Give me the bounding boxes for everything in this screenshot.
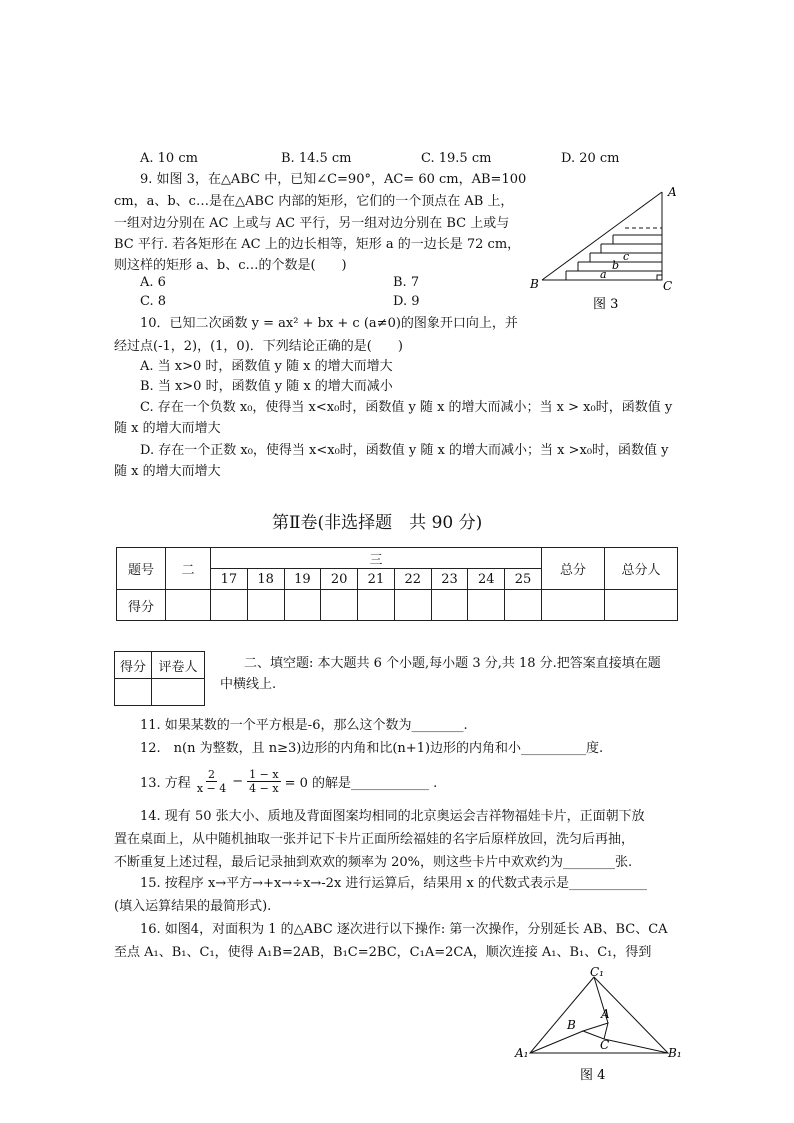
score-num-cell: 22 xyxy=(394,569,431,590)
q9-line-2: cm，a、b、c…是在△ABC 内部的矩形，它们的一个顶点在 AB 上， xyxy=(114,194,514,209)
fig4-label-b1: B₁ xyxy=(668,1046,682,1060)
score-blank-cell xyxy=(321,590,358,621)
fig4-label-c: C xyxy=(600,1038,610,1052)
score-num-cell: 21 xyxy=(358,569,395,590)
fig3-label-rect-b: b xyxy=(612,259,620,272)
fig4-label-a1: A₁ xyxy=(515,1046,529,1060)
q9-option-a: A. 6 xyxy=(140,275,166,290)
q13-prefix: 13. 方程 xyxy=(140,775,191,791)
score-blank-cell xyxy=(505,590,542,621)
q9-line-4: BC 平行. 若各矩形在 AC 上的边长相等，矩形 a 的一边长是 72 cm， xyxy=(114,237,521,252)
grader-blank xyxy=(152,679,205,706)
score-blank-cell xyxy=(211,590,248,621)
score-num-cell: 18 xyxy=(247,569,284,590)
q9-option-b: B. 7 xyxy=(393,275,420,290)
grader-blank xyxy=(115,679,152,706)
q11: 11. 如果某数的一个平方根是-6，那么这个数为________. xyxy=(140,718,468,733)
q13-numerator-2: 1 − x xyxy=(249,767,279,781)
score-num-cell: 17 xyxy=(211,569,248,590)
q14-line-1: 14. 现有 50 张大小、质地及背面图案均相同的北京奥运会吉祥物福娃卡片，正面朝下放 xyxy=(140,809,645,824)
score-header-total: 总分 xyxy=(542,548,605,590)
q10-option-d-line-1: D. 存在一个正数 x₀，使得当 x<x₀时，函数值 y 随 x 的增大而减小；当 x >x₀时，函数值 y xyxy=(140,443,669,458)
score-blank-cell xyxy=(166,590,211,621)
score-blank-cell xyxy=(605,590,678,621)
q13-numerator-1: 2 xyxy=(208,767,216,781)
q8-option-a: A. 10 cm xyxy=(140,151,198,166)
figure-4 xyxy=(510,965,690,1085)
fig4-caption: 图 4 xyxy=(580,1068,606,1083)
q13-fraction-2 xyxy=(247,768,280,795)
score-header-grader: 总分人 xyxy=(605,548,678,590)
part2-intro-line-2: 中横线上. xyxy=(220,677,277,692)
fig4-label-a: A xyxy=(601,1007,610,1021)
q10-option-d-line-2: 随 x 的增大而增大 xyxy=(114,464,221,479)
figure-3 xyxy=(525,182,690,317)
score-num-cell: 25 xyxy=(505,569,542,590)
fig4-label-b: B xyxy=(567,1018,576,1032)
q8-option-d: D. 20 cm xyxy=(561,151,620,166)
score-row-defen: 得分 xyxy=(117,590,166,621)
score-blank-cell xyxy=(542,590,605,621)
score-blank-cell xyxy=(247,590,284,621)
q13-minus: − xyxy=(232,773,244,789)
q14-line-2: 置在桌面上，从中随机抽取一张并记下卡片正面所绘福娃的名字后原样放回，洗匀后再抽， xyxy=(114,832,635,847)
score-num-cell: 23 xyxy=(431,569,468,590)
q15-line-2: (填入运算结果的最简形式). xyxy=(114,899,272,914)
score-header-er: 二 xyxy=(166,548,211,590)
q10-option-c-line-1: C. 存在一个负数 x₀，使得当 x<x₀时，函数值 y 随 x 的增大而减小；当 x > x₀时，函数值 y xyxy=(140,400,673,415)
score-blank-cell xyxy=(284,590,321,621)
q13-denominator-2: 4 − x xyxy=(249,781,279,795)
q10-option-b: B. 当 x>0 时，函数值 y 随 x 的增大而减小 xyxy=(140,379,393,394)
q12: 12. n(n 为整数，且 n≥3)边形的内角和比(n+1)边形的内角和小__________度. xyxy=(140,741,604,756)
fig3-label-a-vertex: A xyxy=(668,185,677,199)
section-title: 第Ⅱ卷(非选择题 共 90 分) xyxy=(272,513,483,533)
grader-pingjuanren: 评卷人 xyxy=(152,652,205,679)
fig3-label-rect-c: c xyxy=(623,250,630,263)
q13-denominator-1: x − 4 xyxy=(196,781,227,795)
q9-option-d: D. 9 xyxy=(393,294,420,309)
score-header-san: 三 xyxy=(211,548,542,569)
q9-line-3: 一组对边分别在 AC 上或与 AC 平行，另一组对边分别在 BC 上或与 xyxy=(114,216,510,231)
q13 xyxy=(140,764,437,798)
score-blank-cell xyxy=(431,590,468,621)
score-table xyxy=(116,547,678,621)
q14-line-3: 不断重复上述过程，最后记录抽到欢欢的频率为 20%，则这些卡片中欢欢约为________张. xyxy=(114,855,633,870)
q9-line-5: 则这样的矩形 a、b、c…的个数是( ) xyxy=(114,258,347,273)
q9-line-1: 9. 如图 3，在△ABC 中，已知∠C=90°，AC= 60 cm，AB=100 xyxy=(140,172,527,187)
score-blank-cell xyxy=(358,590,395,621)
part2-intro-line-1: 二、填空题: 本大题共 6 个小题,每小题 3 分,共 18 分.把答案直接填在题 xyxy=(244,656,661,671)
fig3-label-rect-a: a xyxy=(600,268,607,281)
q10-option-a: A. 当 x>0 时，函数值 y 随 x 的增大而增大 xyxy=(140,359,393,374)
score-num-cell: 20 xyxy=(321,569,358,590)
score-blank-cell xyxy=(468,590,505,621)
q16-line-1: 16. 如图4，对面积为 1 的△ABC 逐次进行以下操作: 第一次操作，分别延长 AB、BC、CA xyxy=(140,922,668,937)
grader-defen: 得分 xyxy=(115,652,152,679)
fig3-label-c-vertex: C xyxy=(663,279,673,293)
q10-line-2: 经过点(-1，2)，(1，0)．下列结论正确的是( ) xyxy=(114,339,403,354)
q13-suffix: = 0 的解是____________ . xyxy=(284,775,438,791)
q9-option-c: C. 8 xyxy=(140,294,167,309)
q13-fraction-1 xyxy=(195,768,228,795)
q8-option-b: B. 14.5 cm xyxy=(281,151,352,166)
score-header-tihao: 题号 xyxy=(117,548,166,590)
grader-box xyxy=(114,651,205,706)
fig3-label-b-vertex: B xyxy=(530,277,539,291)
score-blank-cell xyxy=(394,590,431,621)
fig4-label-c1: C₁ xyxy=(590,965,604,979)
score-num-cell: 19 xyxy=(284,569,321,590)
q16-line-2: 至点 A₁、B₁、C₁，使得 A₁B=2AB，B₁C=2BC，C₁A=2CA，顺次连接 A₁、B₁、C₁，得到 xyxy=(114,945,652,960)
score-num-cell: 24 xyxy=(468,569,505,590)
q10-line-1: 10．已知二次函数 y = ax² + bx + c (a≠0)的图象开口向上，并 xyxy=(140,316,518,331)
q15-line-1: 15. 按程序 x→平方→+x→÷x→-2x 进行运算后，结果用 x 的代数式表示是____________ xyxy=(140,876,648,891)
q10-option-c-line-2: 随 x 的增大而增大 xyxy=(114,421,221,436)
fig3-caption: 图 3 xyxy=(593,297,619,312)
q8-option-c: C. 19.5 cm xyxy=(421,151,492,166)
